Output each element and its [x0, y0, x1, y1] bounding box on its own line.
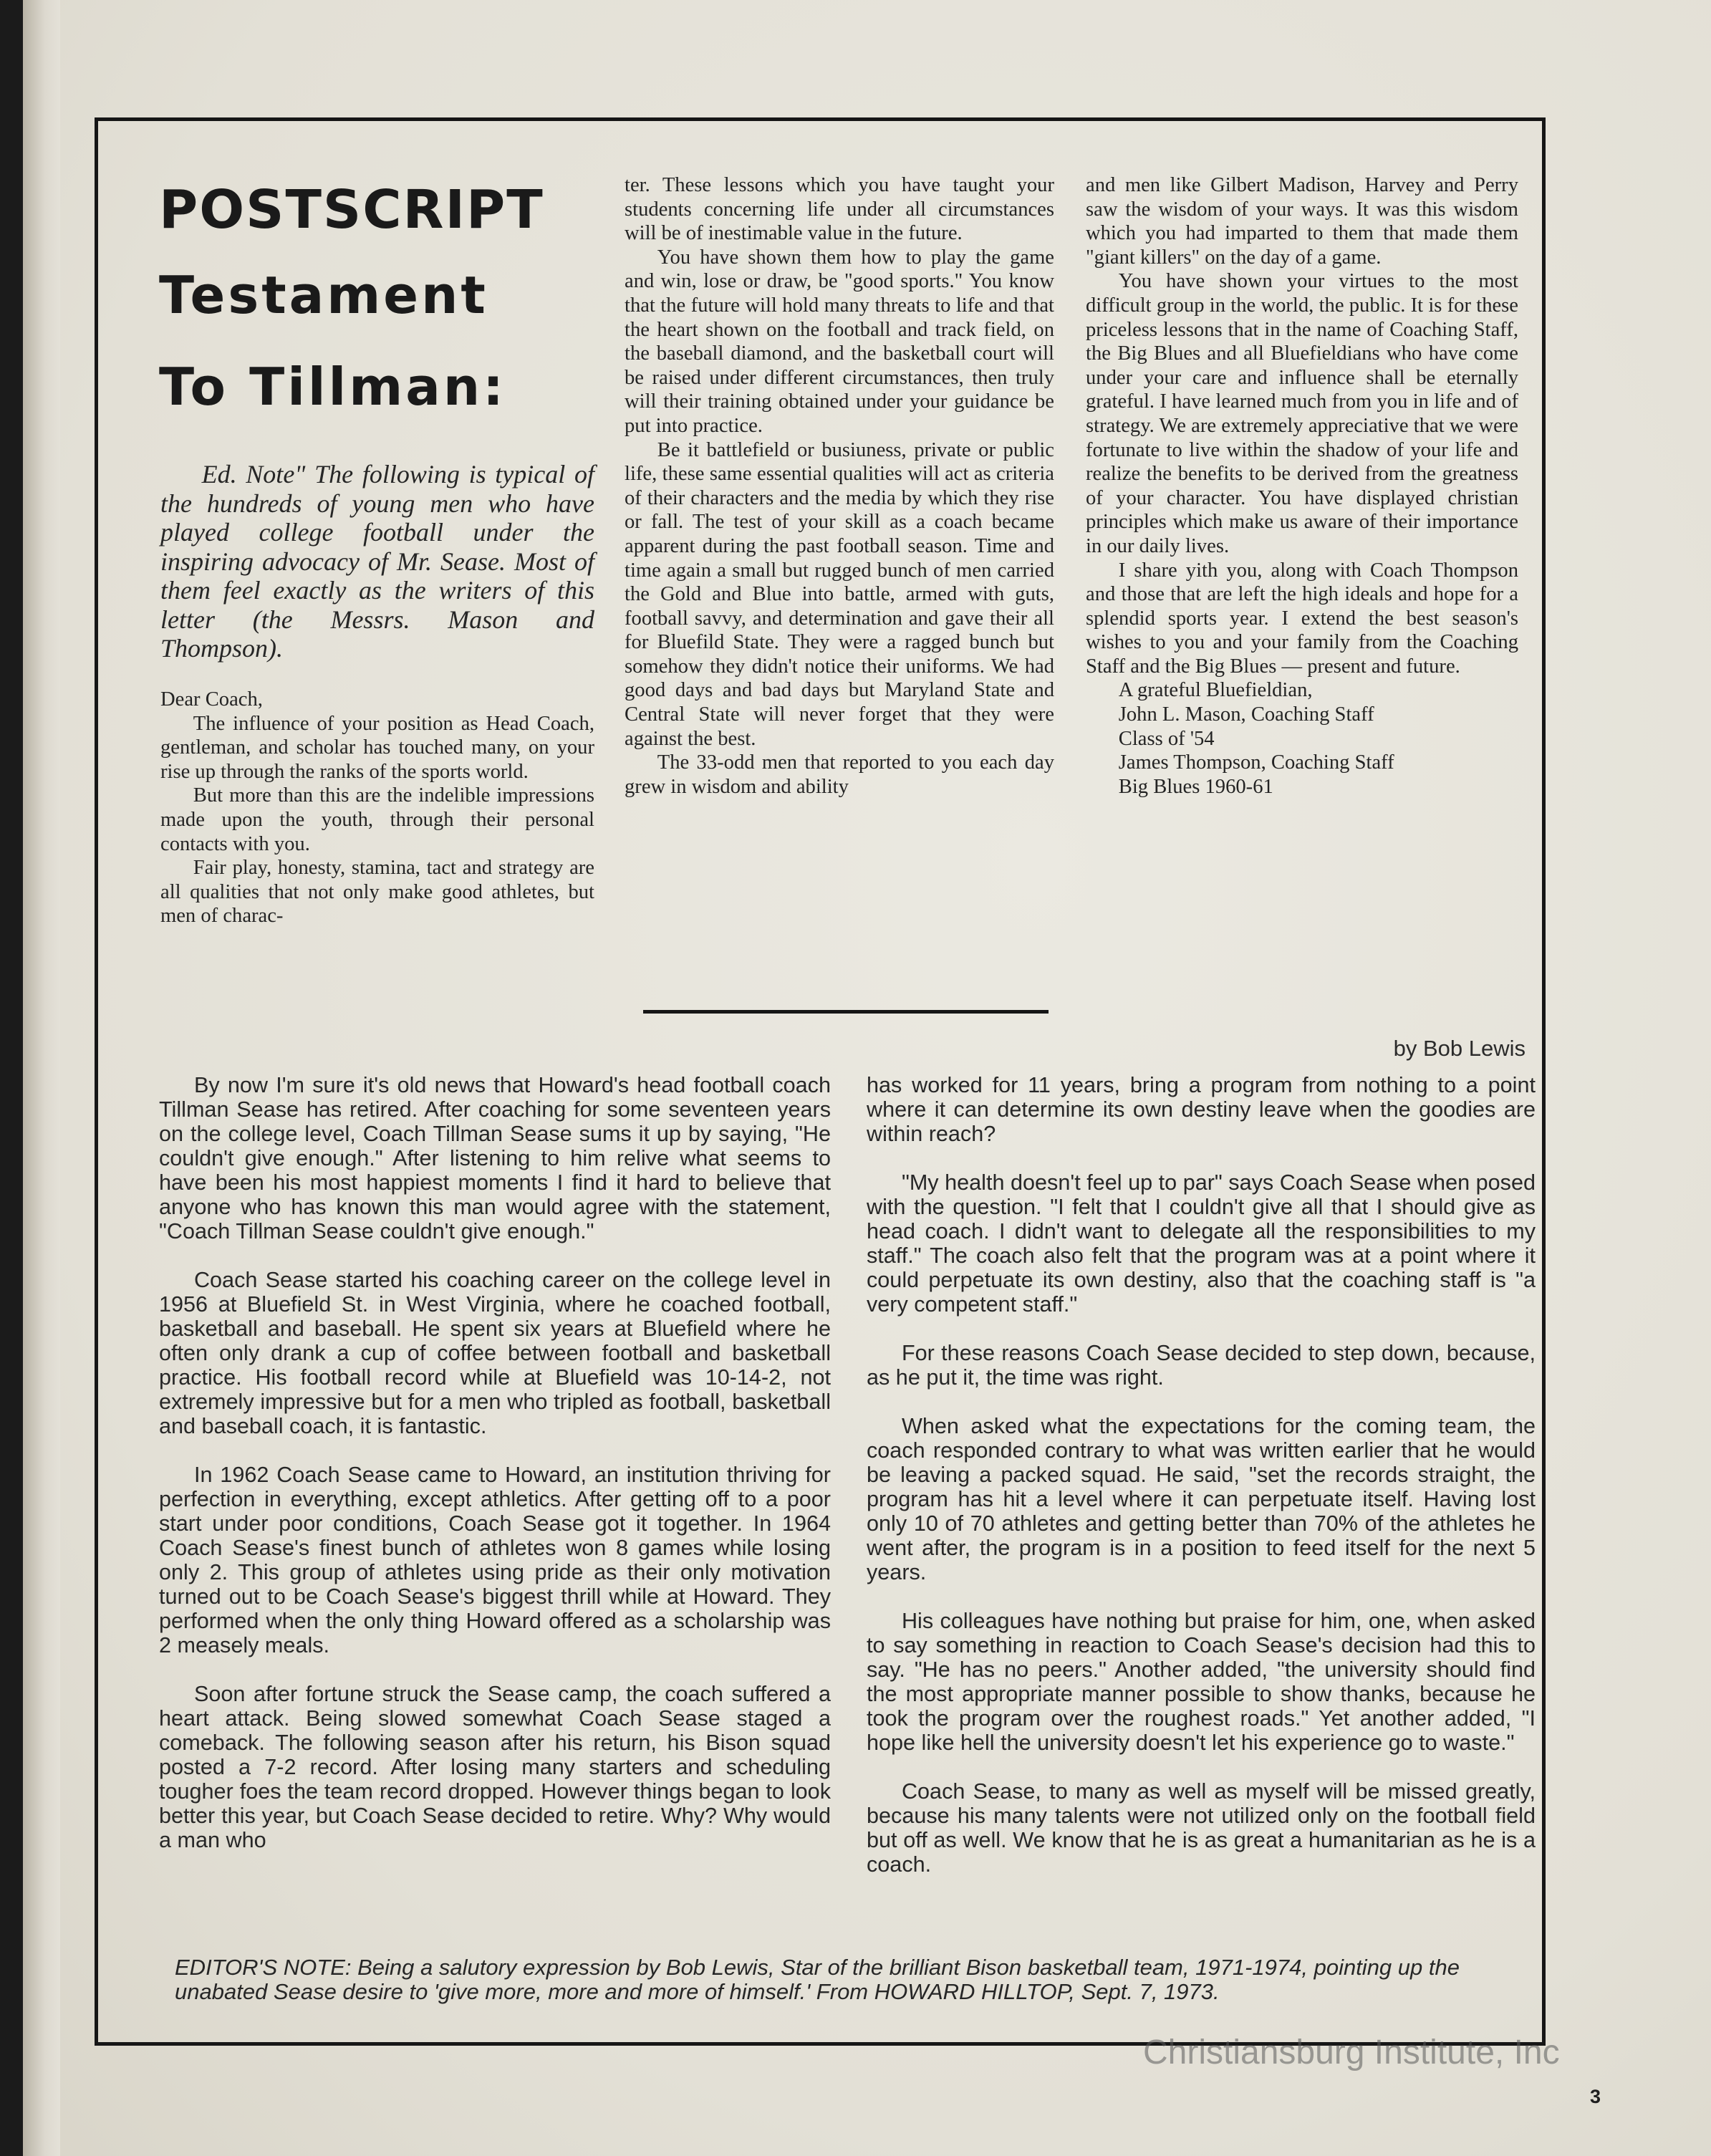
article-paragraph: has worked for 11 years, bring a program from nothing to a point where it can determine its own destiny leave when the goodies are within reach? [867, 1073, 1536, 1146]
letter-paragraph: I share yith you, along with Coach Thompson and those that are left the high ideals and hope for a splendid sports year. I extend the best season's wishes to you and your family from the Coaching Staff and the Big Blues — present and future. [1086, 559, 1518, 678]
letter-column-1 [160, 688, 594, 928]
article-paragraph: For these reasons Coach Sease decided to step down, because, as he put it, the time was right. [867, 1341, 1536, 1390]
letter-paragraph: You have shown your virtues to the most difficult group in the world, the public. It is for these priceless lessons that in the name of Coaching Staff, the Big Blues and all Bluefieldians who have come under your care and influence shall be eternally grateful. I have learned much from you in life and of strategy. We are extremely appreciative that we were fortunate to live within the shadow of your life and realize the benefits to be derived from the greatness of your character. You have displayed christian principles which make us aware of their importance in our daily lives. [1086, 270, 1518, 557]
letter-signature [1086, 678, 1518, 799]
article-paragraph: His colleagues have nothing but praise for him, one, when asked to say something in reaction to Coach Sease's decision had this to say. "He has no peers." Another added, "the university should find the most appropriate manner possible to show thanks, because he took the program over the roughest roads." Yet another added, "I hope like hell the university doesn't let his experience go to waste." [867, 1609, 1536, 1755]
headline-testament: Testament [159, 265, 488, 325]
editor-footnote: EDITOR'S NOTE: Being a salutory expression by Bob Lewis, Star of the brilliant Bison basketball team, 1971-1974, pointing up the unabated Sease desire to 'give more, more and more of himself.' From HOWARD HILLTOP, Sept. 7, 1973. [175, 1955, 1460, 2004]
article-byline: by Bob Lewis [1393, 1036, 1526, 1061]
letter-paragraph: Fair play, honesty, stamina, tact and strategy are all qualities that not only make good athletes, but men of charac- [160, 857, 594, 928]
letter-paragraph: and men like Gilbert Madison, Harvey and Perry saw the wisdom of your ways. It was this wisdom which you had imparted to them that made them "giant killers" on the day of a game. [1086, 174, 1518, 269]
letter-paragraph: You have shown them how to play the game and win, lose or draw, be "good sports." You know that the future will hold many threats to life and that the heart shown on the football and track field, on the baseball diamond, and the basketball court will be raised under different circumstances, then truly will their training obtained under your guidance be put into practice. [625, 246, 1054, 437]
letter-editor-note: Ed. Note" The following is typical of the hundreds of young men who have played college football under the inspiring advocacy of Mr. Sease. Most of them feel exactly as the writers of this letter (the Messrs. Mason and Thompson). [160, 460, 594, 663]
article-paragraph: When asked what the expectations for the coming team, the coach responded contrary to what was written earlier that he would be leaving a packed squad. He said, "set the records straight, the program has hit a level where it can perpetuate itself. Having lost only 10 of 70 athletes and getting better than 70% of the athletes he went after, the program is in a position to feed itself for the next 5 years. [867, 1414, 1536, 1584]
article-paragraph: Soon after fortune struck the Sease camp, the coach suffered a heart attack. Being slowed somewhat Coach Sease staged a comeback. The following season after his return, his Bison squad posted a 7-2 record. After losing many starters and scheduling tougher foes the team record dropped. However things began to look better this year, but Coach Sease decided to retire. Why? Why would a man who [159, 1682, 831, 1852]
headline-postscript: POSTSCRIPT [159, 179, 544, 241]
letter-column-3 [1086, 173, 1518, 799]
page-binding-fold [23, 0, 60, 2156]
section-divider [643, 1010, 1049, 1014]
signature-line: Big Blues 1960-61 [1118, 775, 1273, 798]
signature-line: A grateful Bluefieldian, [1118, 679, 1313, 702]
article-column-1 [159, 1073, 831, 1877]
page-number: 3 [1590, 2086, 1601, 2107]
letter-paragraph: Be it battlefield or busiuness, private or public life, these same essential qualities will act as criteria of their characters and the media by which they rise or fall. The test of your skill as a coach became apparent during the past football season. Time and time again a small but rugged bunch of men carried the Gold and Blue into battle, armed with guts, football savvy, and determination and gave their all for Bluefild State. They were a ragged bunch but somehow they didn't notice their uniforms. We had good days and bad days but Maryland State and Central State will never forget that they were against the best. [625, 438, 1054, 750]
article-column-2 [867, 1073, 1536, 1901]
article-paragraph: By now I'm sure it's old news that Howard's head football coach Tillman Sease has retired. After coaching for some seventeen years on the college level, Coach Tillman Sease sums it up by saying, "He couldn't give enough." After listening to him relive what seems to have been his most happiest moments I find it hard to believe that anyone who has known this man would agree with the statement, "Coach Tillman Sease couldn't give enough." [159, 1073, 831, 1243]
article-paragraph: "My health doesn't feel up to par" says Coach Sease when posed with the question. "I felt that I couldn't give all that I should give as head coach. I didn't want to delegate all the responsibilities to my staff." The coach also felt that the program was at a point where it could perpetuate its own destiny, also that the coaching staff is "a very competent staff." [867, 1170, 1536, 1317]
article-paragraph: Coach Sease started his coaching career on the college level in 1956 at Bluefield St. in West Virginia, where he coached football, basketball and baseball. He spent six years at Bluefield where he often only drank a cup of coffee between football and basketball practice. His football record while at Bluefield was 10-14-2, not extremely impressive but for a men who tripled as football, basketball and baseball coach, it is fantastic. [159, 1268, 831, 1438]
signature-line: Class of '54 [1118, 727, 1215, 750]
letter-paragraph: The 33-odd men that reported to you each day grew in wisdom and ability [625, 751, 1054, 798]
headline-to-tillman: To Tillman: [159, 357, 506, 417]
letter-paragraph: But more than this are the indelible impressions made upon the youth, through their personal contacts with you. [160, 784, 594, 855]
letter-salutation: Dear Coach, [160, 688, 263, 711]
letter-paragraph: The influence of your position as Head Coach, gentleman, and scholar has touched many, on your rise up through the ranks of the sports world. [160, 712, 594, 783]
archive-watermark: Christiansburg Institute, Inc [1143, 2034, 1560, 2071]
letter-column-2 [625, 173, 1054, 799]
signature-line: John L. Mason, Coaching Staff [1118, 703, 1374, 726]
article-paragraph: In 1962 Coach Sease came to Howard, an institution thriving for perfection in everything, except athletics. After getting off to a poor start under poor conditions, Coach Sease got it together. In 1964 Coach Sease's finest bunch of athletes won 8 games while losing only 2. This group of athletes using pride as their only motivation turned out to be Coach Sease's biggest thrill while at Howard. They performed when the only thing Howard offered as a scholarship was 2 measely meals. [159, 1463, 831, 1657]
article-paragraph: Coach Sease, to many as well as myself will be missed greatly, because his many talents were not utilized only on the football field but off as well. We know that he is as great a humanitarian as he is a coach. [867, 1779, 1536, 1877]
signature-line: James Thompson, Coaching Staff [1118, 751, 1394, 774]
letter-paragraph: ter. These lessons which you have taught your students concerning life under all circumstances will be of inestimable value in the future. [625, 174, 1054, 245]
